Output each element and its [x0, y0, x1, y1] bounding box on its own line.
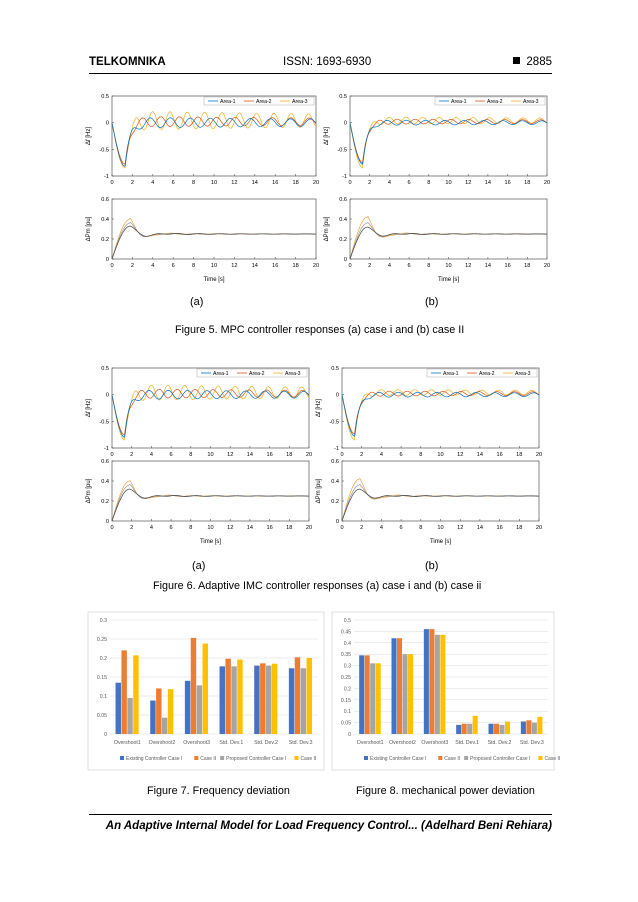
y-tick-label: -0.5	[99, 419, 109, 426]
y-tick-label: 0.3	[343, 663, 351, 670]
x-tick-label: 6	[407, 263, 411, 269]
bar-overshoot3-s3	[197, 685, 202, 734]
x-tick-label: 12	[465, 180, 472, 186]
legend-swatch	[438, 756, 442, 760]
x-tick-label: 0	[340, 452, 344, 458]
bar-std-dev-3-s1	[521, 721, 526, 734]
plot-frame	[112, 461, 309, 521]
legend-swatch	[194, 756, 198, 760]
fig5b-power-plot	[318, 193, 553, 283]
legend-label: Area-3	[285, 371, 301, 377]
x-tick-label: 20	[543, 263, 551, 269]
x-tick-label: 14	[484, 263, 492, 269]
x-tick-label: 20	[305, 452, 313, 458]
y-tick-label: 0	[104, 732, 107, 738]
plot-frame	[112, 96, 316, 176]
bar-overshoot3-s4	[203, 644, 208, 734]
x-tick-label: 8	[192, 180, 196, 186]
x-tick-label: 10	[445, 180, 452, 186]
y-axis-label: ΔPm [pu]	[316, 478, 322, 504]
x-tick-label: 10	[207, 452, 214, 458]
bar-std-dev-1-s3	[231, 666, 236, 734]
x-tick-label: 16	[504, 180, 511, 186]
x-tick-label: 4	[379, 525, 383, 531]
y-tick-label: 0.4	[331, 479, 339, 485]
x-tick-label: 18	[524, 263, 531, 269]
y-tick-label: 0.15	[340, 697, 351, 704]
plot-frame	[342, 461, 539, 521]
page-header	[89, 52, 552, 72]
x-tick-label: 18	[292, 263, 299, 269]
y-tick-label: 0.6	[101, 459, 109, 465]
x-tick-label: 8	[427, 263, 431, 269]
x-tick-label: 18	[292, 180, 299, 186]
y-tick-label: -1	[104, 446, 109, 452]
x-tick-label: 16	[496, 525, 503, 531]
plot-frame	[350, 96, 547, 176]
y-tick-label: 0.4	[101, 217, 109, 223]
y-tick-label: 0.2	[331, 499, 339, 505]
legend-label: Case II	[200, 756, 217, 762]
y-tick-label: 0.2	[99, 656, 107, 662]
legend-label: Proposed Controller Case I	[226, 756, 287, 762]
x-tick-label: 20	[312, 263, 320, 269]
x-tick-label: 2	[360, 452, 364, 458]
bar-overshoot1-s4	[376, 663, 381, 734]
y-axis-label: ΔPm [pu]	[324, 216, 330, 242]
fig6a-frequency-plot	[80, 362, 315, 462]
x-tick-label: 14	[476, 452, 484, 458]
legend-swatch	[538, 756, 542, 760]
page-number: 2885	[526, 56, 552, 68]
y-tick-label: 0.05	[96, 713, 107, 719]
bar-overshoot2-s1	[150, 701, 155, 734]
y-tick-label: 0.4	[101, 479, 109, 485]
x-tick-label: 16	[266, 452, 273, 458]
bar-std-dev-3-s3	[532, 723, 537, 734]
category-label: Std. Dev.3	[288, 740, 313, 746]
fig6-label-b: (b)	[425, 560, 439, 572]
bar-std-dev-2-s3	[500, 725, 505, 734]
y-tick-label: 0.05	[340, 720, 351, 727]
fig5-caption: Figure 5. MPC controller responses (a) case i and (b) case II	[175, 324, 465, 336]
x-tick-label: 0	[110, 525, 114, 531]
legend-swatch	[294, 756, 298, 760]
legend-label: Area-2	[256, 99, 272, 105]
x-tick-label: 12	[227, 525, 234, 531]
legend-label: Area-3	[523, 99, 539, 105]
bar-overshoot3-s2	[191, 638, 196, 734]
legend-label: Area-3	[515, 371, 531, 377]
issn: ISSN: 1693-6930	[283, 56, 372, 68]
bar-std-dev-1-s4	[237, 660, 242, 734]
bar-overshoot1-s1	[116, 683, 121, 734]
x-tick-label: 18	[516, 525, 523, 531]
x-tick-label: 6	[399, 525, 403, 531]
running-footer: An Adaptive Internal Model for Load Frequency Control... (Adelhard Beni Rehiara)	[105, 820, 552, 832]
legend-swatch	[464, 756, 468, 760]
bar-std-dev-2-s1	[254, 666, 259, 734]
bar-std-dev-3-s2	[295, 657, 300, 734]
y-axis-label: ΔPm [pu]	[86, 478, 92, 504]
x-tick-label: 4	[149, 452, 153, 458]
x-tick-label: 14	[251, 263, 258, 269]
category-label: Std. Dev.3	[519, 740, 544, 746]
bar-overshoot3-s4	[440, 635, 445, 734]
legend-label: Area-1	[220, 99, 236, 105]
fig6b-power-plot	[310, 455, 545, 545]
y-tick-label: 0.5	[101, 94, 109, 100]
x-tick-label: 4	[387, 263, 391, 269]
x-tick-label: 12	[231, 263, 238, 269]
legend-label: Proposed Controller Case I	[470, 756, 531, 762]
x-tick-label: 20	[312, 180, 320, 186]
y-tick-label: 0.1	[99, 694, 107, 700]
fig6-caption: Figure 6. Adaptive IMC controller responses (a) case i and (b) case ii	[153, 580, 482, 592]
x-tick-label: 18	[524, 180, 531, 186]
bar-std-dev-2-s3	[266, 666, 271, 734]
x-tick-label: 6	[171, 180, 175, 186]
bar-overshoot2-s2	[156, 688, 161, 734]
bar-std-dev-1-s1	[456, 725, 461, 734]
category-label: Std. Dev.1	[219, 740, 244, 746]
legend-label: Area-3	[292, 99, 308, 105]
x-tick-label: 18	[286, 525, 293, 531]
x-tick-label: 8	[419, 452, 423, 458]
bar-std-dev-2-s4	[272, 664, 277, 734]
x-tick-label: 8	[419, 525, 423, 531]
legend-label: Case II	[544, 756, 561, 762]
x-tick-label: 0	[340, 525, 344, 531]
y-tick-label: -0.5	[329, 419, 339, 426]
bar-std-dev-2-s4	[505, 721, 510, 734]
bar-std-dev-3-s3	[301, 668, 306, 734]
x-tick-label: 2	[360, 525, 364, 531]
x-tick-label: 20	[535, 452, 543, 458]
y-tick-label: 0.35	[340, 652, 351, 659]
bar-overshoot2-s3	[162, 718, 167, 734]
y-tick-label: 0.2	[343, 686, 351, 693]
fig8-caption: Figure 8. mechanical power deviation	[356, 785, 535, 797]
y-tick-label: 0.2	[101, 237, 109, 243]
y-tick-label: 0.4	[339, 217, 347, 223]
y-tick-label: 0.6	[101, 197, 109, 203]
x-tick-label: 12	[457, 525, 464, 531]
x-tick-label: 20	[535, 525, 543, 531]
x-axis-label: Time [s]	[429, 539, 452, 545]
y-axis-label: Δf [Hz]	[316, 398, 322, 418]
x-tick-label: 0	[110, 263, 114, 269]
bar-overshoot2-s3	[403, 654, 408, 734]
fig5-label-a: (a)	[190, 296, 204, 308]
bar-overshoot1-s2	[365, 655, 370, 734]
x-tick-label: 2	[130, 180, 134, 186]
y-tick-label: 0.5	[331, 366, 339, 372]
bar-std-dev-3-s1	[289, 668, 294, 734]
bar-overshoot1-s3	[127, 698, 132, 734]
x-tick-label: 0	[348, 263, 352, 269]
x-axis-label: Time [s]	[199, 539, 222, 545]
bar-std-dev-2-s2	[494, 724, 499, 734]
y-axis-label: Δf [Hz]	[86, 126, 92, 146]
category-label: Overshoot1	[356, 740, 384, 746]
category-label: Overshoot2	[148, 740, 176, 746]
x-tick-label: 10	[210, 263, 218, 269]
x-tick-label: 4	[149, 525, 153, 531]
x-tick-label: 6	[399, 452, 403, 458]
bar-std-dev-2-s1	[489, 724, 494, 734]
bar-std-dev-3-s4	[537, 717, 542, 734]
bar-overshoot1-s1	[359, 655, 364, 734]
x-tick-label: 2	[368, 180, 372, 186]
y-tick-label: 0	[335, 392, 339, 399]
legend-label: Area-2	[249, 371, 265, 377]
fig5-label-b: (b)	[425, 296, 439, 308]
x-tick-label: 12	[457, 452, 464, 458]
y-tick-label: -1	[342, 174, 347, 180]
x-tick-label: 20	[543, 180, 551, 186]
fig5b-frequency-plot	[318, 90, 553, 190]
x-tick-label: 12	[231, 180, 238, 186]
y-tick-label: 0.5	[101, 366, 109, 372]
bar-overshoot2-s4	[408, 654, 413, 734]
x-tick-label: 14	[246, 452, 254, 458]
y-tick-label: 0.5	[339, 94, 347, 100]
x-tick-label: 12	[227, 452, 234, 458]
y-tick-label: 0.45	[340, 629, 351, 636]
square-bullet-icon	[513, 57, 520, 64]
x-tick-label: 14	[251, 180, 258, 186]
plot-frame	[112, 199, 316, 259]
legend-label: Case II	[444, 756, 461, 762]
x-tick-label: 8	[189, 525, 193, 531]
x-tick-label: 2	[130, 263, 134, 269]
y-tick-label: -0.5	[337, 147, 347, 154]
y-tick-label: 0.2	[339, 237, 347, 243]
y-tick-label: 0.4	[343, 640, 351, 647]
category-label: Overshoot1	[113, 740, 141, 746]
bar-std-dev-3-s2	[526, 720, 531, 734]
x-tick-label: 4	[387, 180, 391, 186]
fig6b-frequency-plot	[310, 362, 545, 462]
bar-std-dev-2-s2	[260, 663, 265, 734]
y-tick-label: 0.1	[343, 709, 351, 716]
y-axis-label: Δf [Hz]	[86, 398, 92, 418]
y-tick-label: 0	[105, 120, 109, 127]
x-tick-label: 14	[484, 180, 492, 186]
x-tick-label: 14	[476, 525, 484, 531]
bar-overshoot3-s3	[435, 635, 440, 734]
y-tick-label: 0	[343, 257, 347, 263]
x-tick-label: 8	[427, 180, 431, 186]
legend-label: Existing Controller Case I	[370, 756, 427, 762]
y-tick-label: 0.6	[331, 459, 339, 465]
bar-std-dev-1-s2	[225, 659, 230, 734]
bar-overshoot1-s4	[133, 655, 138, 734]
x-tick-label: 2	[130, 452, 134, 458]
legend-swatch	[364, 756, 368, 760]
x-tick-label: 8	[189, 452, 193, 458]
bar-overshoot1-s3	[370, 663, 375, 734]
y-tick-label: 0.5	[343, 618, 351, 624]
x-tick-label: 2	[368, 263, 372, 269]
legend-swatch	[120, 756, 124, 760]
x-axis-label: Time [s]	[437, 277, 460, 283]
bar-overshoot3-s2	[429, 629, 434, 734]
x-tick-label: 4	[151, 263, 155, 269]
x-tick-label: 14	[246, 525, 254, 531]
x-tick-label: 16	[266, 525, 273, 531]
bar-std-dev-1-s2	[462, 724, 467, 734]
x-tick-label: 16	[496, 452, 503, 458]
category-label: Std. Dev.2	[487, 740, 512, 746]
legend-label: Existing Controller Case I	[126, 756, 183, 762]
x-tick-label: 16	[504, 263, 511, 269]
y-tick-label: 0.6	[339, 197, 347, 203]
x-axis-label: Time [s]	[203, 277, 225, 283]
legend-label: Area-1	[451, 99, 467, 105]
x-tick-label: 10	[437, 525, 444, 531]
x-tick-label: 4	[379, 452, 383, 458]
legend-label: Area-2	[487, 99, 503, 105]
plot-frame	[342, 368, 539, 448]
bar-overshoot3-s1	[185, 681, 190, 734]
y-tick-label: 0	[105, 257, 109, 263]
x-tick-label: 6	[407, 180, 411, 186]
fig5a-frequency-plot	[80, 90, 322, 190]
footer-rule	[89, 814, 552, 815]
fig5a-power-plot	[80, 193, 322, 283]
legend-label: Area-1	[443, 371, 459, 377]
y-tick-label: -1	[334, 446, 339, 452]
y-tick-label: 0	[335, 519, 339, 525]
fig7-bar-chart	[88, 612, 324, 770]
bar-std-dev-1-s4	[473, 716, 478, 734]
page-number-wrap	[513, 56, 552, 68]
x-tick-label: 10	[210, 180, 218, 186]
journal-name: TELKOMNIKA	[89, 56, 166, 68]
bar-std-dev-3-s4	[307, 658, 312, 734]
category-label: Overshoot3	[183, 740, 211, 746]
x-tick-label: 2	[130, 525, 134, 531]
bar-overshoot3-s1	[424, 629, 429, 734]
category-label: Std. Dev.1	[455, 740, 480, 746]
x-tick-label: 18	[286, 452, 293, 458]
x-tick-label: 20	[305, 525, 313, 531]
legend-swatch	[220, 756, 224, 760]
legend-label: Area-1	[213, 371, 229, 377]
x-tick-label: 10	[445, 263, 452, 269]
y-tick-label: -0.5	[99, 147, 109, 154]
x-tick-label: 12	[465, 263, 472, 269]
bar-std-dev-1-s3	[467, 724, 472, 734]
bar-overshoot2-s2	[397, 638, 402, 734]
legend-label: Case II	[300, 756, 317, 762]
x-tick-label: 16	[272, 180, 279, 186]
y-tick-label: 0.3	[99, 618, 107, 624]
x-tick-label: 0	[348, 180, 352, 186]
bar-overshoot1-s2	[121, 650, 126, 734]
x-tick-label: 18	[516, 452, 523, 458]
bar-overshoot2-s1	[392, 638, 397, 734]
y-axis-label: ΔPm [pu]	[86, 216, 92, 242]
category-label: Overshoot2	[389, 740, 416, 746]
header-rule	[89, 73, 552, 74]
y-tick-label: 0.15	[96, 675, 107, 681]
y-tick-label: 0.25	[340, 675, 351, 681]
x-tick-label: 6	[169, 452, 173, 458]
fig8-bar-chart	[332, 612, 561, 770]
x-tick-label: 16	[272, 263, 279, 269]
x-tick-label: 0	[110, 452, 114, 458]
y-tick-label: -1	[104, 174, 109, 180]
y-tick-label: 0.25	[96, 637, 107, 643]
fig7-caption: Figure 7. Frequency deviation	[147, 785, 290, 797]
x-tick-label: 0	[110, 180, 114, 186]
y-tick-label: 0	[105, 519, 109, 525]
y-tick-label: 0	[105, 392, 109, 399]
plot-frame	[350, 199, 547, 259]
x-tick-label: 10	[437, 452, 444, 458]
y-tick-label: 0	[343, 120, 347, 127]
y-tick-label: 0	[348, 732, 351, 738]
fig6-label-a: (a)	[192, 560, 206, 572]
x-tick-label: 10	[207, 525, 214, 531]
bar-std-dev-1-s1	[220, 666, 225, 734]
x-tick-label: 6	[171, 263, 175, 269]
category-label: Overshoot3	[421, 740, 449, 746]
plot-frame	[112, 368, 309, 448]
category-label: Std. Dev.2	[254, 740, 278, 746]
x-tick-label: 4	[151, 180, 155, 186]
y-tick-label: 0.2	[101, 499, 109, 505]
y-axis-label: Δf [Hz]	[324, 126, 330, 146]
x-tick-label: 6	[169, 525, 173, 531]
fig6a-power-plot	[80, 455, 315, 545]
bar-overshoot2-s4	[168, 689, 173, 734]
legend-label: Area-2	[479, 371, 495, 377]
x-tick-label: 8	[192, 263, 196, 269]
